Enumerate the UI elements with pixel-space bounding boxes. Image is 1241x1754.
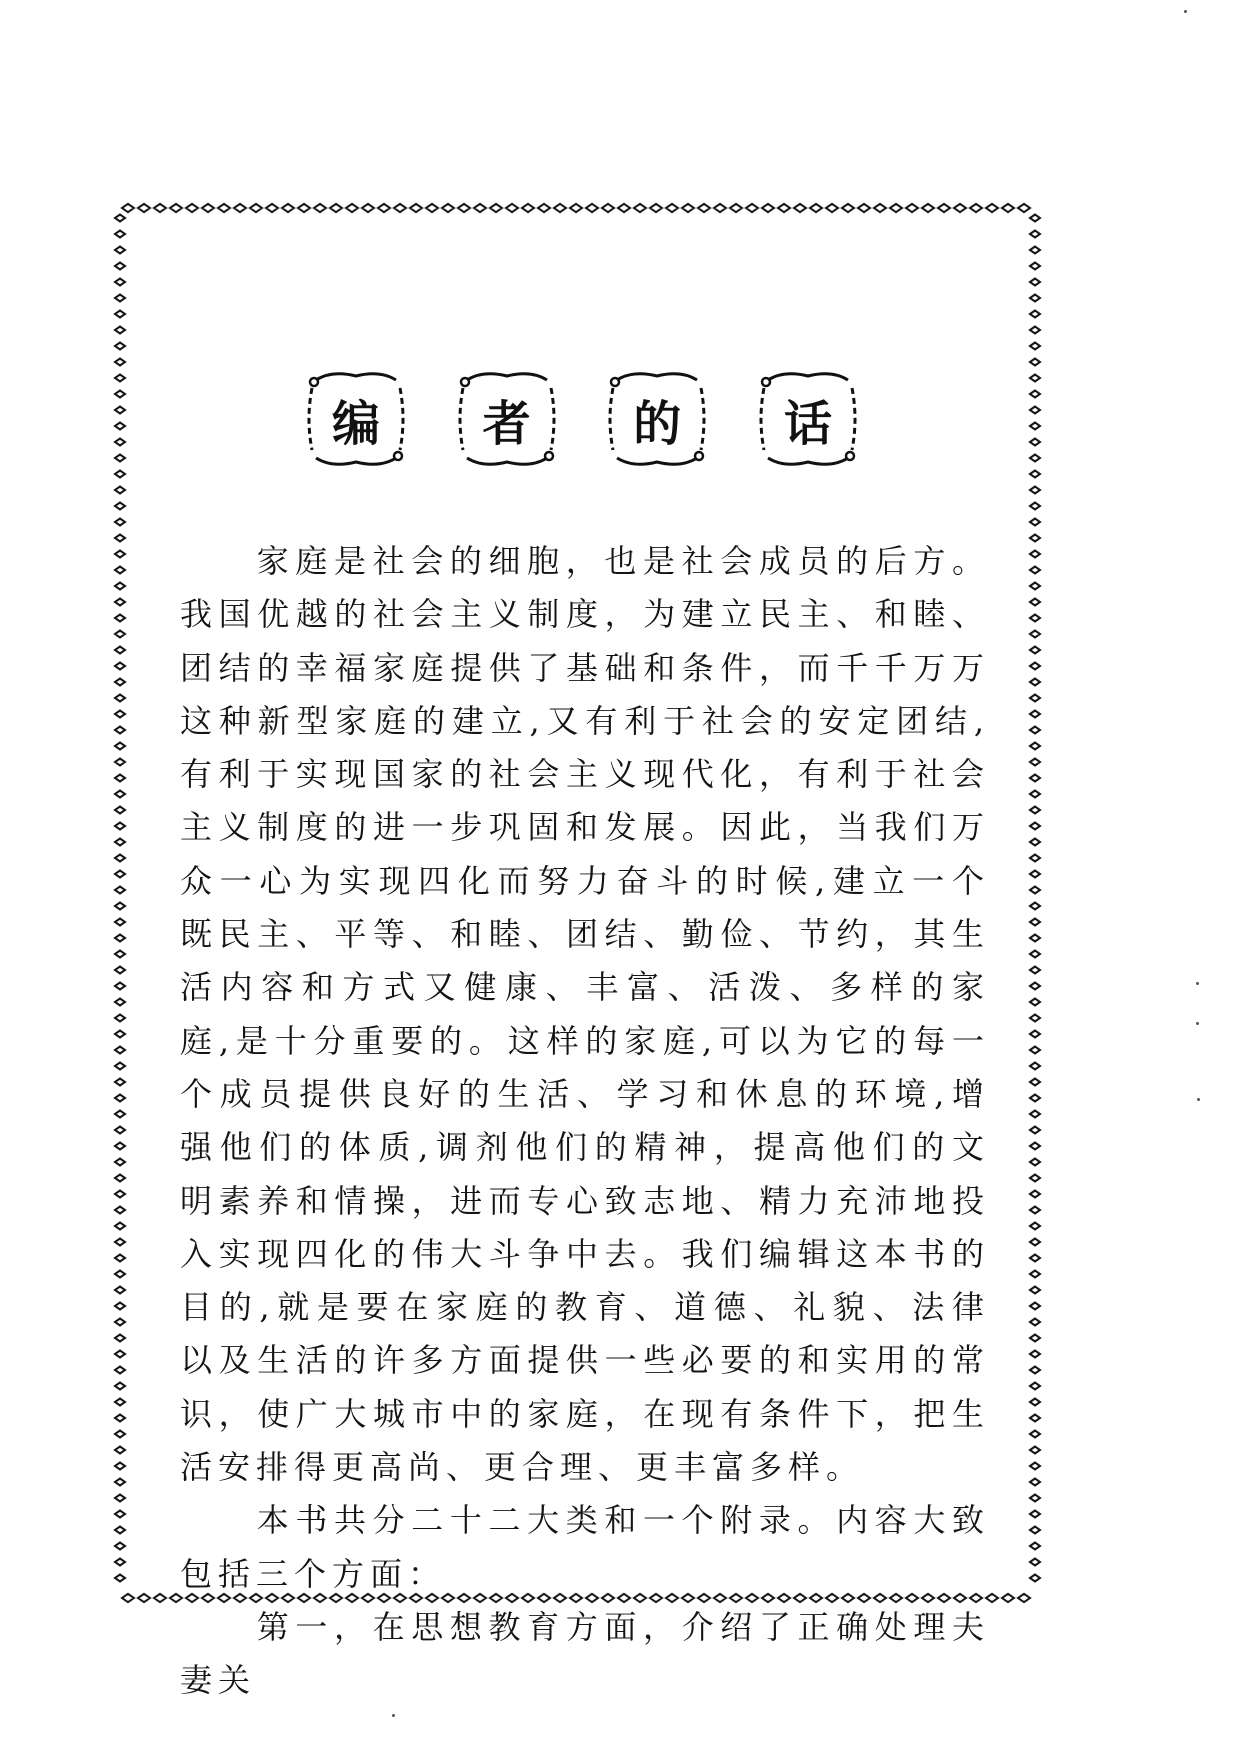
page-title: [302, 364, 862, 474]
scan-speck: [1197, 1098, 1200, 1101]
title-char-4: [754, 364, 862, 474]
paragraph-2: 本书共分二十二大类和一个附录。内容大致包括三个方面：: [180, 1501, 990, 1593]
scan-speck: [1196, 982, 1199, 985]
title-char-3: [603, 364, 711, 474]
paragraph-1: 家庭是社会的细胞，也是社会成员的后方。我国优越的社会主义制度，为建立民主、和睦、团结的幸福家庭提供了基础和条件，而千千万万这种新型家庭的建立,又有利于社会的安定团结,有利于实现国家的社会主义现代化，有利于社会主义制度的进一步巩固和发展。因此，当我们万众一心为实现四化而努力奋斗的时候,建立一个既民主、平等、和睦、团结、勤俭、节约，其生活内容和方式又健康、丰富、活泼、多样的家庭,是十分重要的。这样的家庭,可以为它的每一个成员提供良好的生活、学习和休息的环境,增强他们的体质,调剂他们的精神，提高他们的文明素养和情操，进而专心致志地、精力充沛地投入实现四化的伟大斗争中去。我们编辑这本书的目的,就是要在家庭的教育、道德、礼貌、法律以及生活的许多方面提供一些必要的和实用的常识，使广大城市中的家庭，在现有条件下，把生活安排得更高尚、更合理、更丰富多样。: [180, 542, 990, 1487]
title-char-text: 的: [633, 395, 682, 452]
title-char-2: [453, 364, 561, 474]
scan-speck: [1196, 1022, 1199, 1025]
title-char-1: [302, 364, 410, 474]
title-char-text: 编: [331, 395, 380, 452]
decorative-frame: [110, 198, 1045, 1700]
title-char-text: 者: [482, 395, 531, 452]
scan-speck: [1184, 10, 1187, 13]
scan-speck: [392, 1714, 395, 1717]
paragraph-3: 第一，在思想教育方面，介绍了正确处理夫妻关: [180, 1607, 990, 1700]
preface-body: [180, 535, 990, 1708]
title-char-text: 话: [783, 395, 832, 452]
